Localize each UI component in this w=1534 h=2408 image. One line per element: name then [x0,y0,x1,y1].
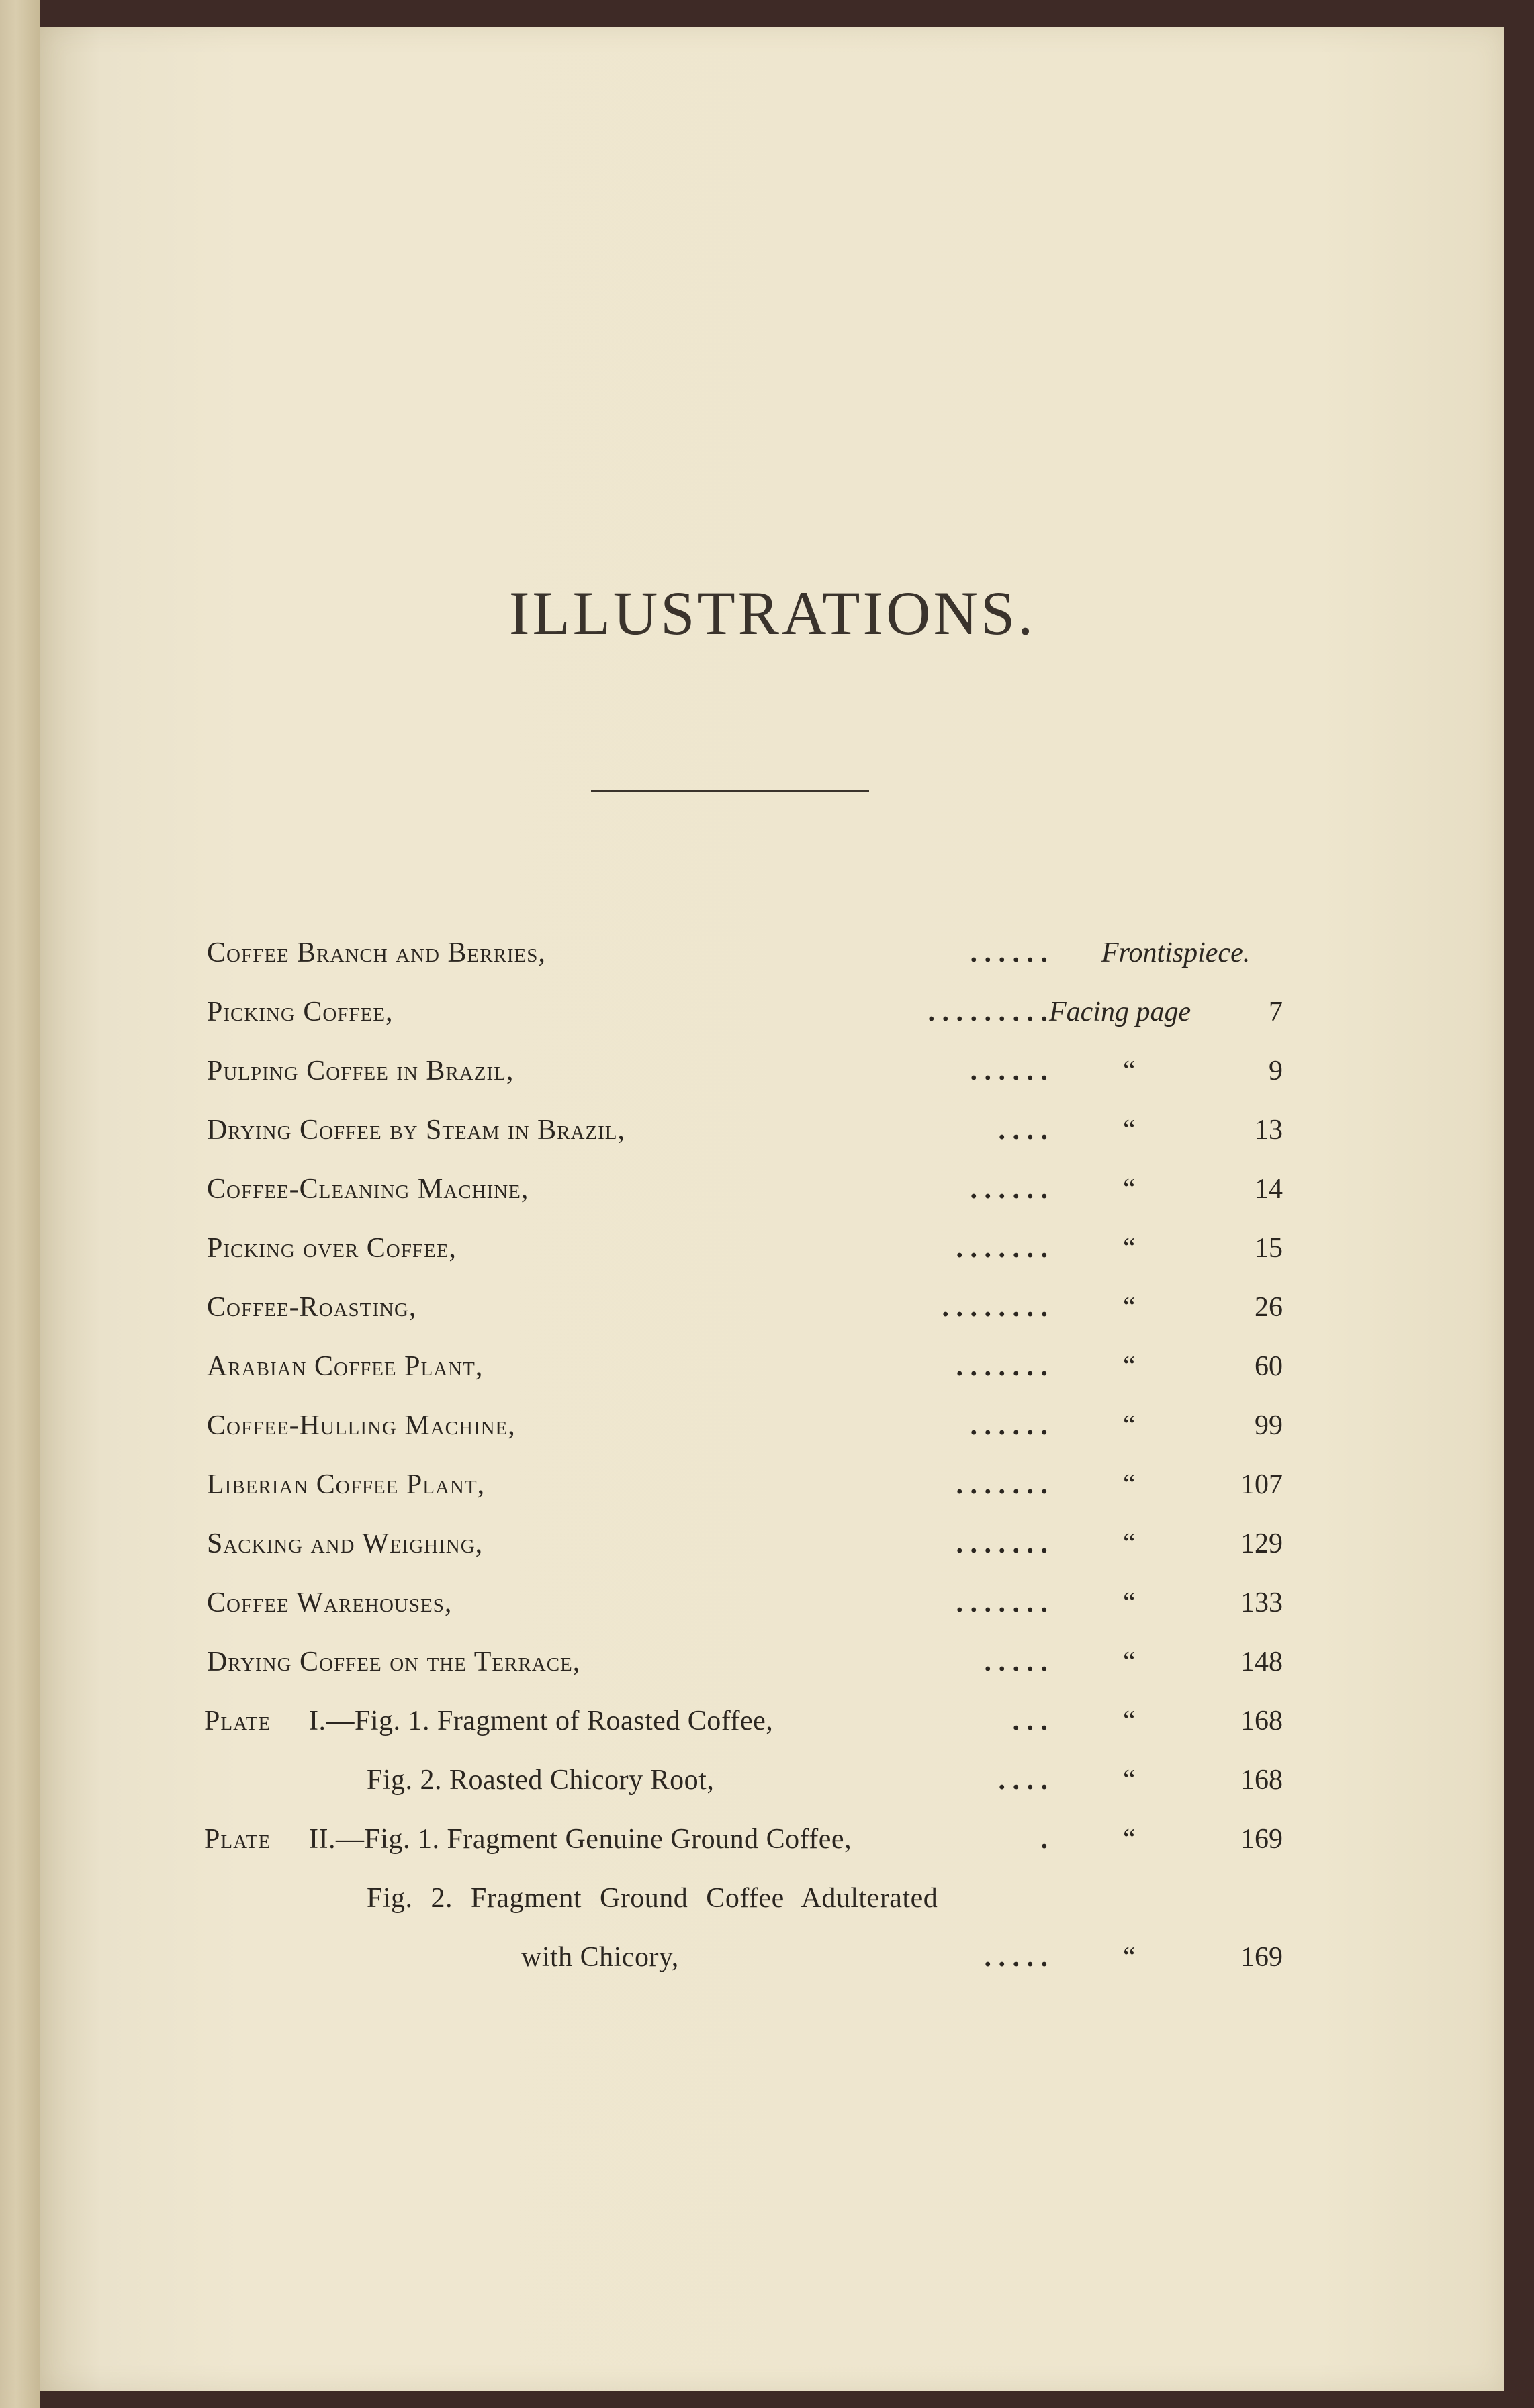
list-item [40,1114,1504,1161]
list-item [40,1469,1504,1516]
leader-dots: . . . [1012,1706,1048,1736]
entry-title: with Chicory, [521,1942,679,1973]
ditto-mark: “ [1123,1351,1136,1382]
ditto-mark: “ [1123,1587,1136,1618]
list-item [40,1528,1504,1575]
entry-title: Fig. 2. Fragment Ground Coffee Adulterated [367,1883,938,1914]
entry-title: Drying Coffee by Steam in Brazil, [207,1115,625,1146]
leader-dots: . . . . . . . [956,1587,1048,1618]
list-item [40,1882,1504,1929]
ditto-mark: “ [1123,1174,1136,1205]
page-number: 107 [1240,1469,1283,1500]
list-item [40,1705,1504,1752]
entry-title: Coffee-Hulling Machine, [207,1410,516,1441]
page-number: 169 [1240,1824,1283,1855]
illustrations-list [40,27,1504,2391]
ditto-mark: “ [1123,1469,1136,1500]
page-number: 13 [1255,1115,1283,1146]
list-item [40,1291,1504,1338]
entry-title: Picking Coffee, [207,997,394,1027]
page-number: 9 [1269,1056,1283,1086]
page-number: 148 [1240,1647,1283,1677]
ditto-mark: “ [1123,1765,1136,1796]
leader-dots: . . . . . . . . [942,1292,1048,1323]
ditto-mark: “ [1123,1410,1136,1441]
list-item [40,1055,1504,1102]
entry-title: Coffee-Cleaning Machine, [207,1174,529,1205]
ditto-mark: “ [1123,1647,1136,1677]
leader-dots: . . . . . . . [956,1528,1048,1559]
page-number: 168 [1240,1765,1283,1796]
page-title: ILLUSTRATIONS. [508,579,1036,647]
entry-title: Coffee-Roasting, [207,1292,417,1323]
ditto-mark: “ [1123,1233,1136,1264]
page-number: 99 [1255,1410,1283,1441]
list-item [40,1646,1504,1693]
entry-title: Arabian Coffee Plant, [207,1351,484,1382]
list-item [40,1941,1504,1988]
book-page [40,27,1504,2391]
entry-title: I.—Fig. 1. Fragment of Roasted Coffee, [309,1706,774,1736]
entry-title: Picking over Coffee, [207,1233,457,1264]
leader-dots: . . . . [998,1765,1048,1796]
leader-dots: . [1040,1824,1048,1855]
entry-title: Drying Coffee on the Terrace, [207,1647,581,1677]
page-number: 133 [1240,1587,1283,1618]
entry-title: Fig. 2. Roasted Chicory Root, [367,1765,715,1796]
facing-page-label: Facing page [1049,997,1191,1027]
leader-dots: . . . . . . . [956,1351,1048,1382]
page-number: 14 [1255,1174,1283,1205]
entry-title: Coffee Branch and Berries, [207,937,546,968]
entry-title: Coffee Warehouses, [207,1587,453,1618]
list-item [40,1409,1504,1456]
leader-dots: . . . . . . [970,1056,1048,1086]
list-item [40,1173,1504,1220]
page-number: 26 [1255,1292,1283,1323]
leader-dots: . . . . . [984,1942,1048,1973]
entry-title: Pulping Coffee in Brazil, [207,1056,514,1086]
list-item [40,1350,1504,1397]
entry-title: II.—Fig. 1. Fragment Genuine Ground Coffee, [309,1824,852,1855]
frontispiece-label: Frontispiece. [1101,937,1251,968]
list-item [40,996,1504,1043]
leader-dots: . . . . . . . [956,1233,1048,1264]
leader-dots: . . . . . . . . . [928,997,1048,1027]
page-number: 168 [1240,1706,1283,1736]
entry-title: Liberian Coffee Plant, [207,1469,486,1500]
page-number: 7 [1269,997,1283,1027]
ditto-mark: “ [1123,1056,1136,1086]
list-item [40,1823,1504,1870]
plate-label: Plate [204,1824,271,1855]
plate-label: Plate [204,1706,271,1736]
leader-dots: . . . . . . [970,1410,1048,1441]
entry-title: Sacking and Weighing, [207,1528,484,1559]
ditto-mark: “ [1123,1942,1136,1973]
ditto-mark: “ [1123,1706,1136,1736]
page-number: 15 [1255,1233,1283,1264]
page-number: 129 [1240,1528,1283,1559]
leader-dots: . . . . . . . [956,1469,1048,1500]
leader-dots: . . . . . . [970,1174,1048,1205]
ditto-mark: “ [1123,1528,1136,1559]
page-number: 60 [1255,1351,1283,1382]
ditto-mark: “ [1123,1292,1136,1323]
list-item [40,1232,1504,1279]
leader-dots: . . . . . [984,1647,1048,1677]
leader-dots: . . . . . . [970,937,1048,968]
list-item [40,1764,1504,1811]
book-binding-edge [0,0,40,2408]
page-number: 169 [1240,1942,1283,1973]
list-item [40,1587,1504,1634]
ditto-mark: “ [1123,1115,1136,1146]
leader-dots: . . . . [998,1115,1048,1146]
ditto-mark: “ [1123,1824,1136,1855]
list-item [40,937,1504,984]
